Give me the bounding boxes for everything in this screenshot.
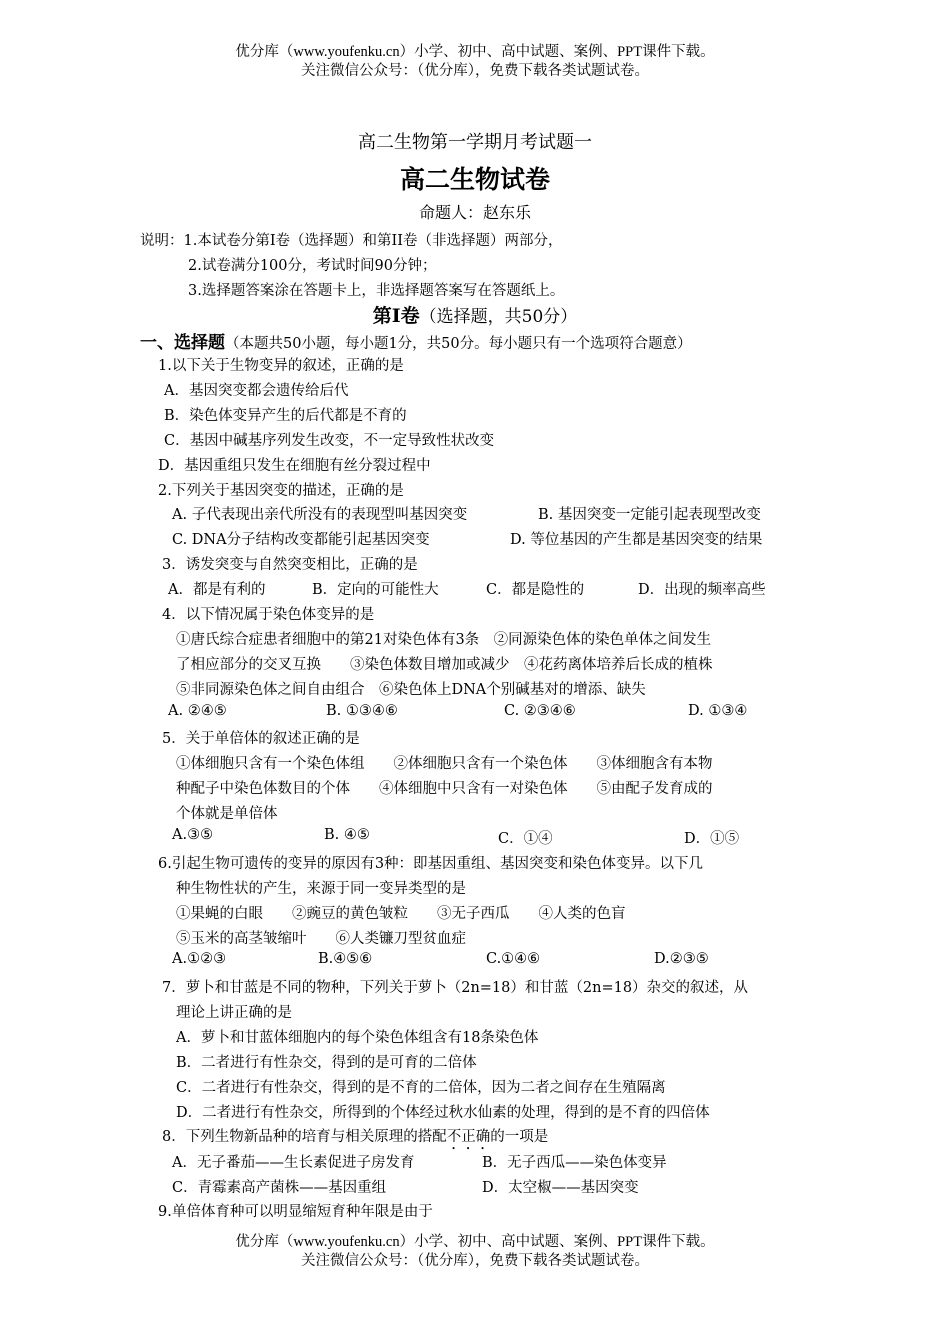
q5-line-1: ①体细胞只含有一个染色体组 ②体细胞只含有一个染色体 ③体细胞含有本物 — [176, 756, 713, 772]
q7-option-b: B．二者进行有性杂交，得到的是可育的二倍体 — [176, 1055, 477, 1071]
q6-option-c: C.①④⑥ — [486, 951, 541, 967]
q8-stem-emphasis: 不正确 — [446, 1129, 491, 1145]
q8-stem — [162, 1125, 548, 1153]
q3-option-c: C．都是隐性的 — [486, 582, 585, 598]
note-3: 3.选择题答案涂在答题卡上，非选择题答案写在答题纸上。 — [188, 283, 565, 299]
q8-option-a: A．无子番茄——生长素促进子房发育 — [172, 1155, 415, 1171]
q4-stem: 4．以下情况属于染色体变异的是 — [162, 607, 375, 623]
footer-line-1: 优分库（www.youfenku.cn）小学、初中、高中试题、案例、PPT课件下载。 — [235, 1234, 715, 1250]
q6-option-b: B.④⑤⑥ — [318, 951, 373, 967]
q5-stem: 5．关于单倍体的叙述正确的是 — [162, 731, 360, 747]
q4-option-b: B. ①③④⑥ — [326, 703, 398, 719]
q2-option-a: A. 子代表现出亲代所没有的表现型叫基因突变 — [172, 507, 468, 523]
q4-option-d: D. ①③④ — [688, 703, 748, 719]
header-line-2: 关注微信公众号：（优分库），免费下载各类试题试卷。 — [301, 63, 649, 79]
q7-option-d: D．二者进行有性杂交，所得到的个体经过秋水仙素的处理，得到的是不育的四倍体 — [176, 1105, 710, 1121]
q2-option-b: B. 基因突变一定能引起表现型改变 — [538, 507, 761, 523]
q7-stem-2: 理论上讲正确的是 — [176, 1005, 292, 1021]
exam-title: 高二生物试卷 — [399, 165, 550, 194]
q2-stem: 2.下列关于基因突变的描述，正确的是 — [158, 483, 404, 499]
q5-line-3: 个体就是单倍体 — [176, 806, 278, 822]
q4-line-2: 了相应部分的交叉互换 ③染色体数目增加或减少 ④花药离体培养后长成的植株 — [176, 657, 713, 673]
q8-option-b: B．无子西瓜——染色体变异 — [482, 1155, 667, 1171]
q4-line-1: ①唐氏综合症患者细胞中的第21对染色体有3条 ②同源染色体的染色单体之间发生 — [176, 632, 712, 648]
q1-option-d: D．基因重组只发生在细胞有丝分裂过程中 — [158, 458, 431, 474]
q6-line-2: ⑤玉米的高茎皱缩叶 ⑥人类镰刀型贫血症 — [176, 931, 466, 947]
q1-stem: 1.以下关于生物变异的叙述，正确的是 — [158, 358, 404, 374]
q4-option-a: A. ②④⑤ — [168, 703, 227, 719]
q7-stem: 7．萝卜和甘蓝是不同的物种，下列关于萝卜（2n=18）和甘蓝（2n=18）杂交的叙述，从 — [162, 980, 749, 996]
section-label: 一、选择题 — [140, 333, 225, 353]
q8-option-c: C．青霉素高产菌株——基因重组 — [172, 1180, 387, 1196]
q3-option-a: A．都是有利的 — [168, 582, 266, 598]
q5-option-b: B. ④⑤ — [324, 827, 370, 843]
section-header — [140, 328, 692, 353]
q4-option-c: C. ②③④⑥ — [504, 703, 576, 719]
note-2: 2.试卷满分100分，考试时间90分钟； — [188, 258, 437, 274]
q8-option-d: D．太空椒——基因突变 — [482, 1180, 639, 1196]
q5-option-d: D．①⑤ — [684, 831, 740, 847]
q3-option-b: B．定向的可能性大 — [312, 582, 439, 598]
q5-option-a: A.③⑤ — [172, 827, 214, 843]
header-line-1: 优分库（www.youfenku.cn）小学、初中、高中试题、案例、PPT课件下载。 — [235, 44, 715, 60]
q1-option-b: B．染色体变异产生的后代都是不育的 — [164, 408, 407, 424]
q7-option-a: A．萝卜和甘蓝体细胞内的每个染色体组含有18条染色体 — [176, 1030, 539, 1046]
exam-author: 命题人：赵东乐 — [418, 203, 531, 222]
q9-stem: 9.单倍体育种可以明显缩短育种年限是由于 — [158, 1204, 433, 1220]
part-1-title-rest: （选择题，共50分） — [419, 307, 578, 327]
note-1: 说明：1.本试卷分第Ⅰ卷（选择题）和第II卷（非选择题）两部分， — [140, 233, 563, 249]
q4-line-3: ⑤非同源染色体之间自由组合 ⑥染色体上DNA个别碱基对的增添、缺失 — [176, 682, 646, 698]
q6-stem-2: 种生物性状的产生，来源于同一变异类型的是 — [176, 881, 466, 897]
q1-option-c: C．基因中碱基序列发生改变，不一定导致性状改变 — [164, 433, 495, 449]
q8-stem-pre: 8．下列生物新品种的培育与相关原理的搭配 — [162, 1129, 447, 1145]
q6-option-d: D.②③⑤ — [654, 951, 709, 967]
q8-stem-post: 的一项是 — [490, 1129, 549, 1145]
q6-option-a: A.①②③ — [172, 951, 227, 967]
footer-line-2: 关注微信公众号：（优分库），免费下载各类试题试卷。 — [301, 1253, 649, 1269]
q2-option-d: D. 等位基因的产生都是基因突变的结果 — [510, 532, 763, 548]
q3-stem: 3．诱发突变与自然突变相比，正确的是 — [162, 557, 418, 573]
q6-line-1: ①果蝇的白眼 ②豌豆的黄色皱粒 ③无子西瓜 ④人类的色盲 — [176, 906, 626, 922]
q2-option-c: C. DNA分子结构改变都能引起基因突变 — [172, 532, 430, 548]
q6-stem: 6.引起生物可遗传的变异的原因有3种：即基因重组、基因突变和染色体变异。以下几 — [158, 856, 704, 872]
exam-subtitle: 高二生物第一学期月考试题一 — [358, 132, 592, 153]
q5-line-2: 种配子中染色体数目的个体 ④体细胞中只含有一对染色体 ⑤由配子发育成的 — [176, 781, 713, 797]
q5-option-c: C．①④ — [498, 831, 553, 847]
q7-option-c: C．二者进行有性杂交，得到的是不育的二倍体，因为二者之间存在生殖隔离 — [176, 1080, 666, 1096]
section-desc: （本题共50小题，每小题1分，共50分。每小题只有一个选项符合题意） — [225, 336, 692, 352]
q1-option-a: A．基因突变都会遗传给后代 — [164, 383, 349, 399]
part-1-title — [0, 301, 950, 328]
q3-option-d: D．出现的频率高些 — [638, 582, 766, 598]
part-1-title-bold: 第Ⅰ卷 — [372, 305, 420, 327]
